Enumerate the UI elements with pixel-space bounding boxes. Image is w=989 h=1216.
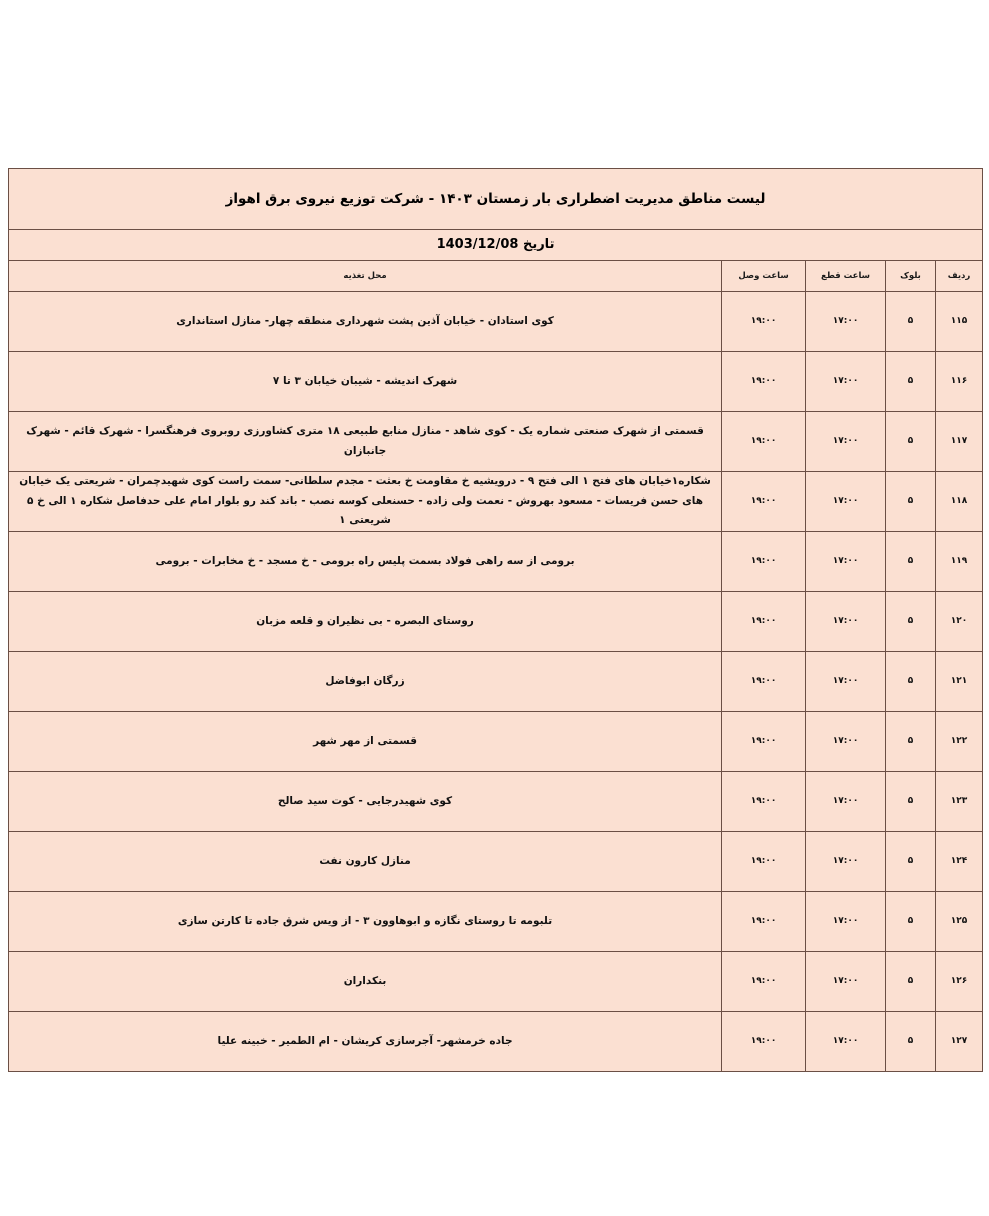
table-row <box>9 352 983 412</box>
schedule-date: تاریخ 1403/12/08 <box>436 237 555 252</box>
row-index-value: ۱۱۵ <box>950 316 968 327</box>
cell-restore-time <box>722 772 806 832</box>
column-header-outage-time <box>806 261 886 292</box>
cell-place <box>9 772 722 832</box>
row-outage-time-value: ۱۷:۰۰ <box>832 856 859 867</box>
row-index-value: ۱۱۷ <box>950 436 968 447</box>
row-restore-time-value: ۱۹:۰۰ <box>750 676 777 687</box>
cell-block <box>886 1012 936 1072</box>
row-block-value: ۵ <box>907 796 914 807</box>
column-header-block <box>886 261 936 292</box>
table-row <box>9 532 983 592</box>
cell-block <box>886 472 936 532</box>
row-place-value: زرگان ابوفاضل <box>325 674 405 687</box>
cell-place <box>9 652 722 712</box>
row-index-value: ۱۲۴ <box>950 856 968 867</box>
cell-block <box>886 532 936 592</box>
cell-place <box>9 412 722 472</box>
cell-restore-time <box>722 652 806 712</box>
row-place-value: شکاره۱خیابان های فتح ۱ الی فتح ۹ - درویشیه خ مقاومت خ بعثت - مجدم سلطانی- سمت راست کوی شهیدچمران - شریعتی یک خیابان های حسن فریسات - مسعود بهروش - نعمت ولی زاده - حسنعلی کوسه نصب - باند کند رو بلوار امام علی حدفاصل شکاره ۱ الی خ ۵ شریعتی ۱ <box>19 475 711 527</box>
table-body <box>9 292 983 1072</box>
row-index-value: ۱۲۷ <box>950 1036 968 1047</box>
table-row <box>9 412 983 472</box>
row-place-value: تلبومه تا روستای نگازه و ابوهاوون ۳ - از ویس شرق جاده تا کارتن سازی <box>177 914 553 927</box>
cell-block <box>886 772 936 832</box>
cell-restore-time <box>722 352 806 412</box>
cell-outage-time <box>806 652 886 712</box>
cell-restore-time <box>722 592 806 652</box>
cell-index <box>936 472 983 532</box>
row-index-value: ۱۱۸ <box>950 496 968 507</box>
column-header-index-label: ردیف <box>947 271 971 281</box>
cell-restore-time <box>722 712 806 772</box>
table-row <box>9 712 983 772</box>
row-restore-time-value: ۱۹:۰۰ <box>750 616 777 627</box>
row-restore-time-value: ۱۹:۰۰ <box>750 496 777 507</box>
row-block-value: ۵ <box>907 316 914 327</box>
table-row <box>9 772 983 832</box>
cell-outage-time <box>806 832 886 892</box>
cell-index <box>936 892 983 952</box>
row-index-value: ۱۲۵ <box>950 916 968 927</box>
cell-index <box>936 292 983 352</box>
title-banner-cell <box>9 169 983 230</box>
row-place-value: شهرک اندیشه - شیبان خیابان ۳ تا ۷ <box>272 374 458 387</box>
cell-place <box>9 1012 722 1072</box>
cell-place <box>9 832 722 892</box>
row-outage-time-value: ۱۷:۰۰ <box>832 736 859 747</box>
cell-outage-time <box>806 352 886 412</box>
cell-restore-time <box>722 532 806 592</box>
cell-block <box>886 592 936 652</box>
date-banner-cell <box>9 230 983 261</box>
cell-restore-time <box>722 292 806 352</box>
table-row <box>9 652 983 712</box>
cell-index <box>936 712 983 772</box>
cell-index <box>936 832 983 892</box>
row-place-value: کوی استادان - خیابان آذین پشت شهرداری منطقه چهار- منازل استانداری <box>176 314 554 327</box>
column-header-place-label: محل تغذیه <box>343 271 387 281</box>
row-restore-time-value: ۱۹:۰۰ <box>750 556 777 567</box>
row-restore-time-value: ۱۹:۰۰ <box>750 316 777 327</box>
cell-block <box>886 832 936 892</box>
cell-outage-time <box>806 1012 886 1072</box>
cell-index <box>936 772 983 832</box>
cell-place <box>9 352 722 412</box>
row-restore-time-value: ۱۹:۰۰ <box>750 856 777 867</box>
cell-outage-time <box>806 472 886 532</box>
cell-restore-time <box>722 892 806 952</box>
cell-block <box>886 712 936 772</box>
row-block-value: ۵ <box>907 976 914 987</box>
row-restore-time-value: ۱۹:۰۰ <box>750 796 777 807</box>
row-place-value: بنکداران <box>343 974 387 987</box>
row-outage-time-value: ۱۷:۰۰ <box>832 976 859 987</box>
cell-block <box>886 952 936 1012</box>
row-block-value: ۵ <box>907 676 914 687</box>
table-row <box>9 952 983 1012</box>
row-place-value: کوی شهیدرجایی - کوت سید صالح <box>277 794 453 807</box>
cell-place <box>9 292 722 352</box>
row-block-value: ۵ <box>907 496 914 507</box>
column-header-place <box>9 261 722 292</box>
column-header-index <box>936 261 983 292</box>
cell-index <box>936 352 983 412</box>
cell-restore-time <box>722 832 806 892</box>
cell-restore-time <box>722 472 806 532</box>
row-place-value: جاده خرمشهر- آجرسازی کریشان - ام الطمیر - خبینه علیا <box>217 1034 513 1047</box>
row-place-value: برومی از سه راهی فولاد بسمت پلیس راه برومی - خ مسجد - خ مخابرات - برومی <box>155 554 575 567</box>
column-header-restore-time <box>722 261 806 292</box>
cell-block <box>886 652 936 712</box>
row-index-value: ۱۲۱ <box>950 676 968 687</box>
row-restore-time-value: ۱۹:۰۰ <box>750 736 777 747</box>
row-index-value: ۱۲۲ <box>950 736 968 747</box>
row-block-value: ۵ <box>907 376 914 387</box>
row-block-value: ۵ <box>907 736 914 747</box>
cell-place <box>9 892 722 952</box>
cell-restore-time <box>722 412 806 472</box>
cell-outage-time <box>806 532 886 592</box>
row-place-value: منازل کارون نفت <box>319 854 411 867</box>
row-block-value: ۵ <box>907 856 914 867</box>
cell-place <box>9 712 722 772</box>
cell-outage-time <box>806 712 886 772</box>
row-outage-time-value: ۱۷:۰۰ <box>832 496 859 507</box>
row-place-value: قسمتی از مهر شهر <box>313 734 417 747</box>
column-header-row <box>9 261 983 292</box>
cell-block <box>886 352 936 412</box>
row-block-value: ۵ <box>907 436 914 447</box>
row-outage-time-value: ۱۷:۰۰ <box>832 796 859 807</box>
row-restore-time-value: ۱۹:۰۰ <box>750 916 777 927</box>
row-block-value: ۵ <box>907 616 914 627</box>
row-restore-time-value: ۱۹:۰۰ <box>750 376 777 387</box>
column-header-restore-time-label: ساعت وصل <box>738 271 789 281</box>
cell-outage-time <box>806 592 886 652</box>
table-row <box>9 832 983 892</box>
cell-outage-time <box>806 772 886 832</box>
row-index-value: ۱۲۶ <box>950 976 968 987</box>
row-block-value: ۵ <box>907 916 914 927</box>
table-row <box>9 592 983 652</box>
row-outage-time-value: ۱۷:۰۰ <box>832 556 859 567</box>
row-block-value: ۵ <box>907 556 914 567</box>
cell-place <box>9 532 722 592</box>
table-row <box>9 892 983 952</box>
cell-restore-time <box>722 1012 806 1072</box>
row-index-value: ۱۱۶ <box>950 376 968 387</box>
row-outage-time-value: ۱۷:۰۰ <box>832 616 859 627</box>
title-banner-row <box>9 169 983 230</box>
table-row <box>9 1012 983 1072</box>
row-outage-time-value: ۱۷:۰۰ <box>832 1036 859 1047</box>
row-outage-time-value: ۱۷:۰۰ <box>832 436 859 447</box>
row-place-value: قسمتی از شهرک صنعتی شماره یک - کوی شاهد - منازل منابع طبیعی ۱۸ متری کشاورزی روبروی فرهنگسرا - شهرک قائم - شهرک جانبازان <box>26 425 704 457</box>
cell-index <box>936 652 983 712</box>
table-row <box>9 292 983 352</box>
column-header-outage-time-label: ساعت قطع <box>821 271 871 281</box>
cell-block <box>886 292 936 352</box>
cell-block <box>886 412 936 472</box>
row-outage-time-value: ۱۷:۰۰ <box>832 316 859 327</box>
row-restore-time-value: ۱۹:۰۰ <box>750 1036 777 1047</box>
cell-index <box>936 1012 983 1072</box>
cell-block <box>886 892 936 952</box>
column-header-block-label: بلوک <box>900 271 921 281</box>
row-index-value: ۱۱۹ <box>950 556 968 567</box>
cell-restore-time <box>722 952 806 1012</box>
row-block-value: ۵ <box>907 1036 914 1047</box>
cell-outage-time <box>806 952 886 1012</box>
row-restore-time-value: ۱۹:۰۰ <box>750 976 777 987</box>
cell-index <box>936 532 983 592</box>
row-place-value: روستای البصره - بی نظیران و قلعه مزبان <box>256 614 474 627</box>
table-row <box>9 472 983 532</box>
row-outage-time-value: ۱۷:۰۰ <box>832 376 859 387</box>
cell-outage-time <box>806 412 886 472</box>
row-index-value: ۱۲۳ <box>950 796 968 807</box>
row-index-value: ۱۲۰ <box>950 616 968 627</box>
row-outage-time-value: ۱۷:۰۰ <box>832 676 859 687</box>
row-outage-time-value: ۱۷:۰۰ <box>832 916 859 927</box>
outage-schedule-table <box>8 168 983 1072</box>
date-banner-row <box>9 230 983 261</box>
document-title: لیست مناطق مدیریت اضطراری بار زمستان ۱۴۰۳ - شرکت توزیع نیروی برق اهواز <box>225 191 766 207</box>
cell-index <box>936 412 983 472</box>
cell-place <box>9 592 722 652</box>
row-restore-time-value: ۱۹:۰۰ <box>750 436 777 447</box>
cell-place <box>9 952 722 1012</box>
cell-index <box>936 592 983 652</box>
cell-place <box>9 472 722 532</box>
cell-index <box>936 952 983 1012</box>
cell-outage-time <box>806 892 886 952</box>
cell-outage-time <box>806 292 886 352</box>
